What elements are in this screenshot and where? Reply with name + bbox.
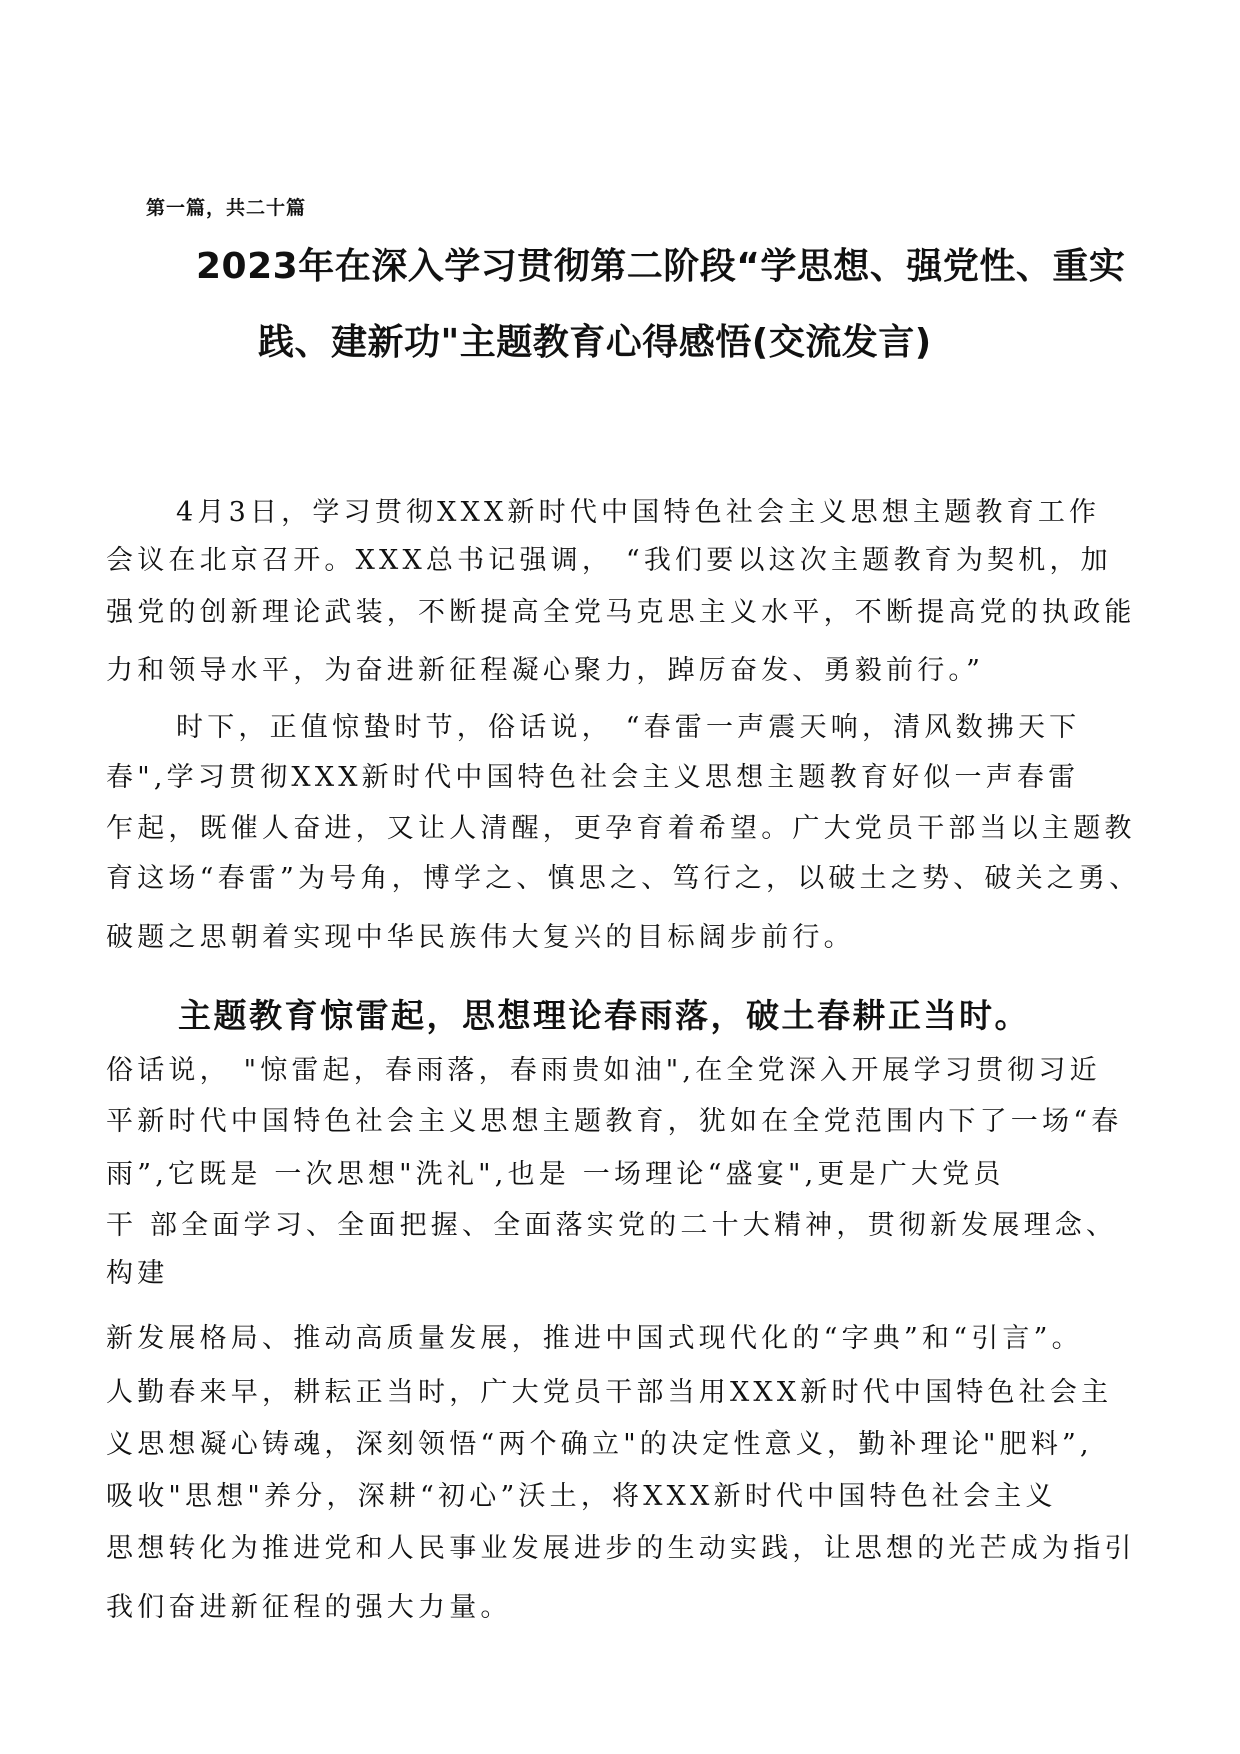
paragraph-1-line-1: 4月3日，学习贯彻XXX新时代中国特色社会主义思想主题教育工作: [176, 497, 1101, 528]
section-line-6: 新发展格局、推动高质量发展，推进中国式现代化的“字典”和“引言”。: [106, 1323, 1083, 1354]
paragraph-2-line-5: 破题之思朝着实现中华民族伟大复兴的目标阔步前行。: [106, 922, 855, 953]
paragraph-2-line-3: 乍起，既催人奋进，又让人清醒，更孕育着希望。广大党员干部当以主题教: [106, 813, 1136, 844]
paragraph-1-line-3: 强党的创新理论武装，不断提高全党马克思主义水平，不断提高党的执政能: [106, 597, 1136, 628]
section-line-1: 俗话说， "惊雷起，春雨落，春雨贵如油",在全党深入开展学习贯彻习近: [106, 1055, 1101, 1086]
section-line-11: 我们奋进新征程的强大力量。: [106, 1592, 512, 1623]
paragraph-1-line-2: 会议在北京召开。XXX总书记强调， “我们要以这次主题教育为契机，加: [106, 545, 1112, 576]
section-line-5: 构建: [106, 1258, 169, 1289]
section-line-2: 平新时代中国特色社会主义思想主题教育，犹如在全党范围内下了一场“春: [106, 1106, 1123, 1137]
section-line-7: 人勤春来早，耕耘正当时，广大党员干部当用XXX新时代中国特色社会主: [106, 1377, 1113, 1408]
paragraph-2-line-1: 时下，正值惊蛰时节，俗话说， “春雷一声震天响，清风数拂天下: [176, 712, 1081, 743]
section-line-9: 吸收"思想"养分，深耕“初心”沃土，将XXX新时代中国特色社会主义: [106, 1481, 1057, 1512]
section-line-8: 义思想凝心铸魂，深刻领悟“两个确立"的决定性意义，勤补理论"肥料”,: [106, 1429, 1093, 1460]
section-line-3: 雨”,它既是 一次思想"洗礼",也是 一场理论“盛宴",更是广大党员: [106, 1159, 1005, 1190]
section-line-4: 干 部全面学习、全面把握、全面落实党的二十大精神，贯彻新发展理念、: [106, 1210, 1118, 1241]
paragraph-1-line-4: 力和领导水平，为奋进新征程凝心聚力，踔厉奋发、勇毅前行。”: [106, 655, 985, 686]
series-label: 第一篇，共二十篇: [146, 197, 307, 219]
document-title-line-1: 2023年在深入学习贯彻第二阶段“学思想、强党性、重实: [196, 246, 1126, 287]
paragraph-2-line-2: 春",学习贯彻XXX新时代中国特色社会主义思想主题教育好似一声春雷: [106, 762, 1080, 793]
paragraph-2-line-4: 育这场“春雷”为号角，博学之、慎思之、笃行之，以破土之势、破关之勇、: [106, 863, 1141, 894]
section-line-10: 思想转化为推进党和人民事业发展进步的生动实践，让思想的光芒成为指引: [106, 1533, 1136, 1564]
document-title-line-2: 践、建新功"主题教育心得感悟(交流发言): [258, 322, 932, 363]
section-heading: 主题教育惊雷起，思想理论春雨落，破土春耕正当时。: [178, 996, 1030, 1035]
